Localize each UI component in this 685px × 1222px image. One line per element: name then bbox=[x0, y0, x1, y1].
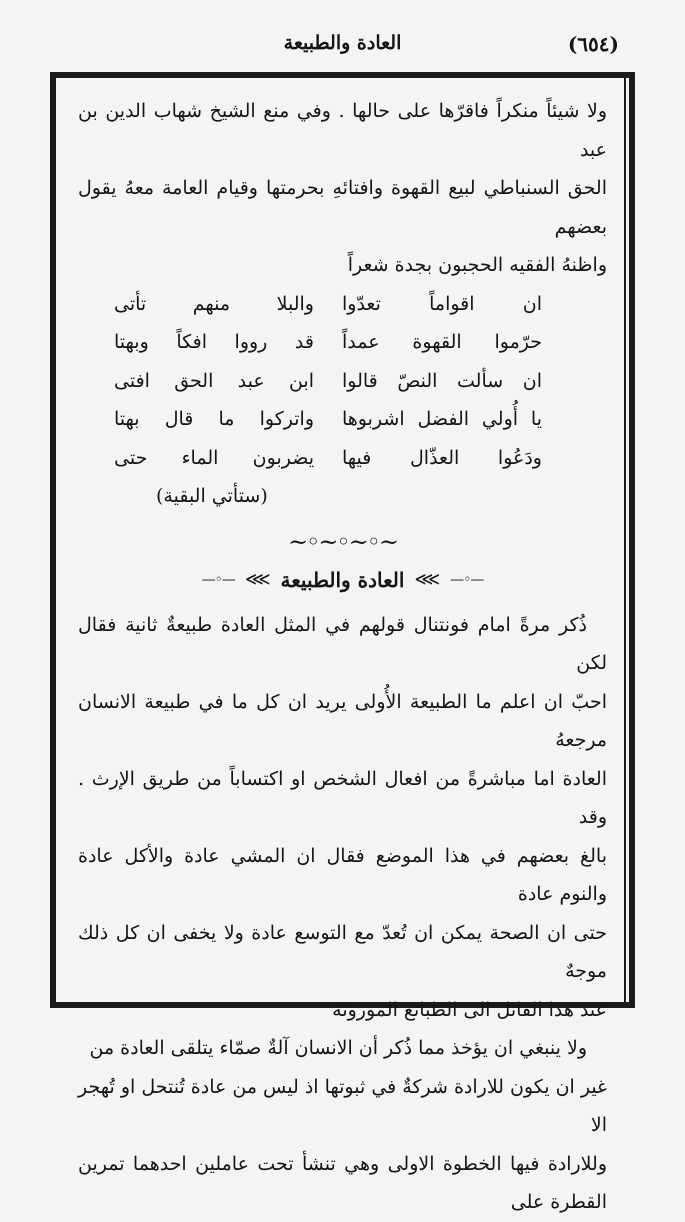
verse-second-hemistich: يضربون الماء حتى bbox=[114, 446, 314, 469]
page-number: (٦٥٤) bbox=[567, 32, 619, 56]
poem bbox=[78, 285, 607, 478]
section-title: العادة والطبيعة bbox=[280, 567, 405, 592]
poem-verse bbox=[78, 362, 607, 401]
intro-text bbox=[78, 92, 607, 285]
poem-verse bbox=[78, 400, 607, 439]
text-line: واظنهُ الفقيه الحجبون بجدة شعراً bbox=[347, 254, 607, 276]
verse-first-hemistich: يا أُولي الفضل اشربوها bbox=[342, 408, 542, 430]
continued-note: (ستأتي البقية) bbox=[156, 485, 268, 507]
text-line: الحق السنباطي لبيع القهوة وافتائهِ بحرمتها وقيام العامة معهُ يقول بعضهم bbox=[78, 177, 607, 238]
page-header bbox=[50, 30, 635, 64]
section-heading bbox=[78, 562, 607, 598]
heading-ornament-icon: ⋙ bbox=[244, 568, 271, 590]
text-line: العادة اما مباشرةً من افعال الشخص او اكتساباً من طريق الإرث . وقد bbox=[78, 767, 607, 828]
verse-first-hemistich: ان اقواماً تعدّوا bbox=[342, 292, 542, 315]
text-line: ولا شيئاً منكراً فاقرّها على حالها . وفي منع الشيخ شهاب الدين بن عبد bbox=[78, 100, 607, 161]
verse-second-hemistich: واتركوا ما قال بهتا bbox=[114, 408, 314, 430]
verse-second-hemistich: قد رووا افكاً وبهتا bbox=[114, 331, 314, 353]
heading-rule: —◦— bbox=[450, 571, 484, 588]
verse-second-hemistich: ابن عبد الحق افتى bbox=[114, 369, 314, 392]
paragraph-2 bbox=[78, 1029, 607, 1222]
verse-first-hemistich: ودَعُوا العذّال فيها bbox=[342, 446, 542, 469]
text-line: ذُكر مرةً امام فونتنال قولهم في المثل العادة طبيعةٌ ثانية فقال لكن bbox=[78, 613, 607, 674]
text-line: غير ان يكون للارادة شركةٌ في ثبوتها اذ ليس من عادة تُنتحل او تُهجر الا bbox=[78, 1075, 607, 1136]
verse-first-hemistich: ان سألت النصّ قالوا bbox=[342, 369, 542, 392]
verse-second-hemistich: والبلا منهم تأتى bbox=[114, 292, 314, 315]
verse-first-hemistich: حرّموا القهوة عمداً bbox=[342, 331, 542, 353]
poem-verse bbox=[78, 439, 607, 478]
text-line: حتى ان الصحة يمكن ان تُعدّ مع التوسع عادة ولا يخفى ان كل ذلك موجهٌ bbox=[78, 921, 607, 982]
paragraph-1 bbox=[78, 606, 607, 1030]
page-content bbox=[78, 92, 607, 1222]
text-line: عند هذا القائل الى الطبائع الموروثة bbox=[332, 998, 607, 1021]
text-line: بالغ بعضهم في هذا الموضع فقال ان المشي عادة والأكل عادة والنوم عادة bbox=[78, 844, 607, 905]
text-line: احبّ ان اعلم ما الطبيعة الأُولى يريد ان كل ما في طبيعة الانسان مرجعهُ bbox=[78, 690, 607, 751]
page-frame bbox=[50, 72, 635, 1213]
heading-ornament-icon: ⋙ bbox=[414, 568, 441, 590]
poem-verse bbox=[78, 323, 607, 362]
heading-rule: —◦— bbox=[201, 571, 235, 588]
ornament-divider: ~◦~◦~◦~ bbox=[288, 527, 397, 556]
running-title: العادة والطبيعة bbox=[283, 32, 402, 54]
text-line: وللارادة فيها الخطوة الاولى وهي تنشأ تحت عاملين احدهما تمرين القطرة على bbox=[78, 1152, 607, 1213]
poem-verse bbox=[78, 285, 607, 324]
text-line: ولا ينبغي ان يؤخذ مما ذُكر أن الانسان آلةٌ صمّاء يتلقى العادة من bbox=[89, 1037, 587, 1059]
